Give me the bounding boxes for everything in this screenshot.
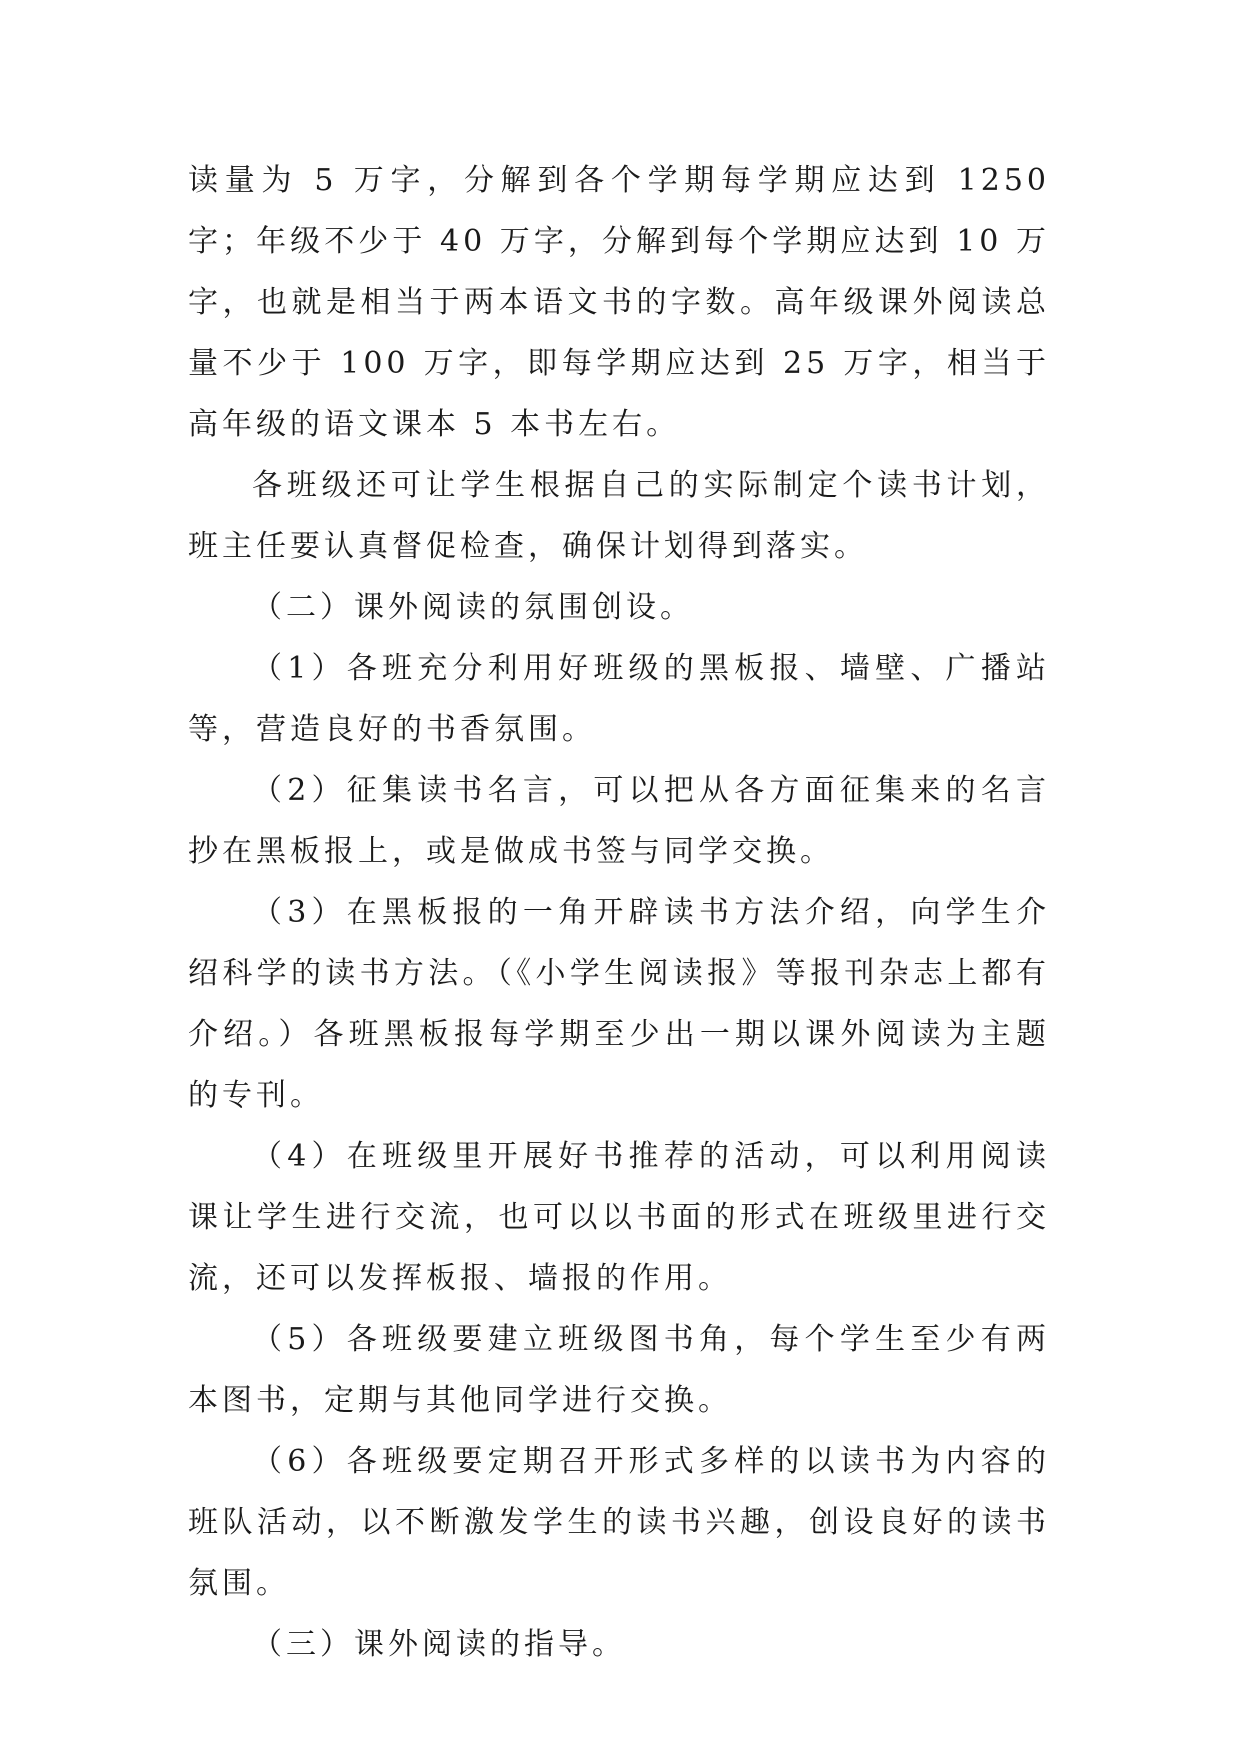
list-item-2: （2）征集读书名言，可以把从各方面征集来的名言抄在黑板报上，或是做成书签与同学交换。 bbox=[188, 773, 1050, 869]
section-heading-guidance: （三）课外阅读的指导。 bbox=[252, 1627, 626, 1662]
list-item-5: （5）各班级要建立班级图书角，每个学生至少有两本图书，定期与其他同学进行交换。 bbox=[188, 1322, 1050, 1418]
paragraph-reading-plan: 各班级还可让学生根据自己的实际制定个读书计划，班主任要认真督促检查，确保计划得到落实。 bbox=[188, 468, 1050, 564]
section-heading-atmosphere: （二）课外阅读的氛围创设。 bbox=[252, 590, 694, 625]
list-item-1: （1）各班充分利用好班级的黑板报、墙壁、广播站等，营造良好的书香氛围。 bbox=[188, 651, 1050, 747]
document-body bbox=[188, 150, 1050, 1675]
list-item-4: （4）在班级里开展好书推荐的活动，可以利用阅读课让学生进行交流，也可以以书面的形式在班级里进行交流，还可以发挥板报、墙报的作用。 bbox=[188, 1139, 1050, 1296]
paragraph-reading-volume: 读量为 5 万字，分解到各个学期每学期应达到 1250 字；年级不少于 40 万字，分解到每个学期应达到 10 万字，也就是相当于两本语文书的字数。高年级课外阅读总量不少于 100 万字，即每学期应达到 25 万字，相当于高年级的语文课本 5 本书左右。 bbox=[188, 163, 1050, 442]
list-item-3: （3）在黑板报的一角开辟读书方法介绍，向学生介绍科学的读书方法。（《小学生阅读报》等报刊杂志上都有介绍。）各班黑板报每学期至少出一期以课外阅读为主题的专刊。 bbox=[188, 895, 1050, 1113]
list-item-6: （6）各班级要定期召开形式多样的以读书为内容的班队活动，以不断激发学生的读书兴趣，创设良好的读书氛围。 bbox=[188, 1444, 1050, 1601]
